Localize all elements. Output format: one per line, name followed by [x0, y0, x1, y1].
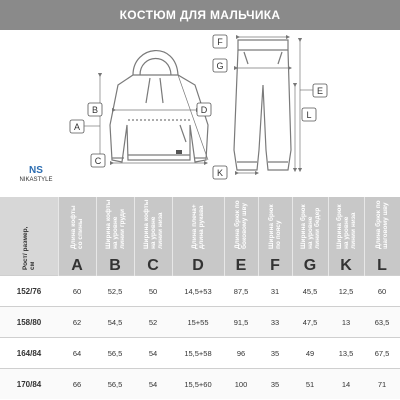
brand-logo [6, 165, 66, 184]
header-l: Длина брюк по шаговому шву [364, 197, 400, 257]
size-chart-table [0, 197, 400, 400]
marker-k [213, 166, 227, 179]
page-title: КОСТЮМ ДЛЯ МАЛЬЧИКА [0, 0, 400, 30]
table-cell: 12,5 [328, 276, 364, 307]
svg-text:C: C [94, 156, 102, 166]
table-cell: 52 [134, 307, 172, 338]
marker-a [70, 120, 100, 133]
letter-c: C [134, 257, 172, 276]
table-cell: 91,5 [224, 307, 258, 338]
table-cell: 56,5 [96, 369, 134, 400]
table-cell: 31 [258, 276, 292, 307]
table-letter-row [0, 257, 400, 276]
table-cell: 100 [224, 369, 258, 400]
table-cell: 62 [58, 307, 96, 338]
table-cell: 63,5 [364, 307, 400, 338]
svg-text:F: F [217, 37, 223, 47]
letter-d: D [172, 257, 224, 276]
size-cell: 170/84 [0, 369, 58, 400]
header-a: Длина кофты со спины [58, 197, 96, 257]
pants-sketch [234, 40, 291, 170]
marker-e [300, 84, 327, 97]
header-k: Ширина брюк на уровне линии низа [328, 197, 364, 257]
table-cell: 67,5 [364, 338, 400, 369]
table-cell: 15+55 [172, 307, 224, 338]
table-cell: 35 [258, 369, 292, 400]
header-g: Ширина брюк на уровне линии бедер [292, 197, 328, 257]
table-cell: 56,5 [96, 338, 134, 369]
letter-f: F [258, 257, 292, 276]
table-cell: 14,5+53 [172, 276, 224, 307]
table-cell: 54 [134, 369, 172, 400]
table-cell: 51 [292, 369, 328, 400]
marker-l [302, 108, 316, 121]
table-cell: 60 [58, 276, 96, 307]
table-header-row [0, 197, 400, 257]
logo-mark: NS [29, 165, 43, 176]
header-b: Ширина кофты на уровне линии груди [96, 197, 134, 257]
table-cell: 87,5 [224, 276, 258, 307]
header-e: Длина брюк по боковому шву [224, 197, 258, 257]
table-cell: 49 [292, 338, 328, 369]
marker-c [91, 154, 105, 167]
svg-text:B: B [91, 105, 99, 115]
table-cell: 13 [328, 307, 364, 338]
marker-d [197, 103, 211, 116]
header-d: Длина плеча+ длина рукава [172, 197, 224, 257]
size-cell: 158/80 [0, 307, 58, 338]
letter-b: B [96, 257, 134, 276]
svg-text:G: G [216, 61, 224, 71]
table-row [0, 338, 400, 369]
table-cell: 45,5 [292, 276, 328, 307]
table-cell: 54,5 [96, 307, 134, 338]
table-cell: 50 [134, 276, 172, 307]
table-cell: 52,5 [96, 276, 134, 307]
table-cell: 66 [58, 369, 96, 400]
table-cell: 71 [364, 369, 400, 400]
size-cell: 164/84 [0, 338, 58, 369]
table-cell: 60 [364, 276, 400, 307]
table-row [0, 307, 400, 338]
size-cell: 152/76 [0, 276, 58, 307]
table-cell: 54 [134, 338, 172, 369]
letter-g: G [292, 257, 328, 276]
marker-g [213, 59, 227, 72]
table-cell: 14 [328, 369, 364, 400]
svg-text:E: E [316, 86, 324, 96]
letter-k: K [328, 257, 364, 276]
letter-l: L [364, 257, 400, 276]
svg-text:A: A [73, 122, 81, 132]
letter-a: A [58, 257, 96, 276]
hoodie-sketch [110, 51, 208, 162]
table-cell: 15,5+58 [172, 338, 224, 369]
table-cell: 33 [258, 307, 292, 338]
table-row [0, 369, 400, 400]
header-c: Ширина кофты на уровне линии низа [134, 197, 172, 257]
table-cell: 13,5 [328, 338, 364, 369]
table-cell: 47,5 [292, 307, 328, 338]
table-cell: 15,5+60 [172, 369, 224, 400]
svg-text:K: K [216, 168, 224, 178]
table-cell: 35 [258, 338, 292, 369]
table-cell: 64 [58, 338, 96, 369]
header-f: Ширина брюк по поясу [258, 197, 292, 257]
marker-b [88, 103, 102, 116]
table-cell: 96 [224, 338, 258, 369]
hoodie-label-tag [176, 150, 182, 154]
corner-cell: Рост/ размер, см [0, 197, 58, 276]
marker-f [213, 35, 227, 48]
table-row [0, 276, 400, 307]
logo-text: NIKASTYLE [19, 177, 53, 183]
letter-e: E [224, 257, 258, 276]
svg-text:D: D [200, 105, 208, 115]
svg-text:L: L [306, 110, 312, 120]
